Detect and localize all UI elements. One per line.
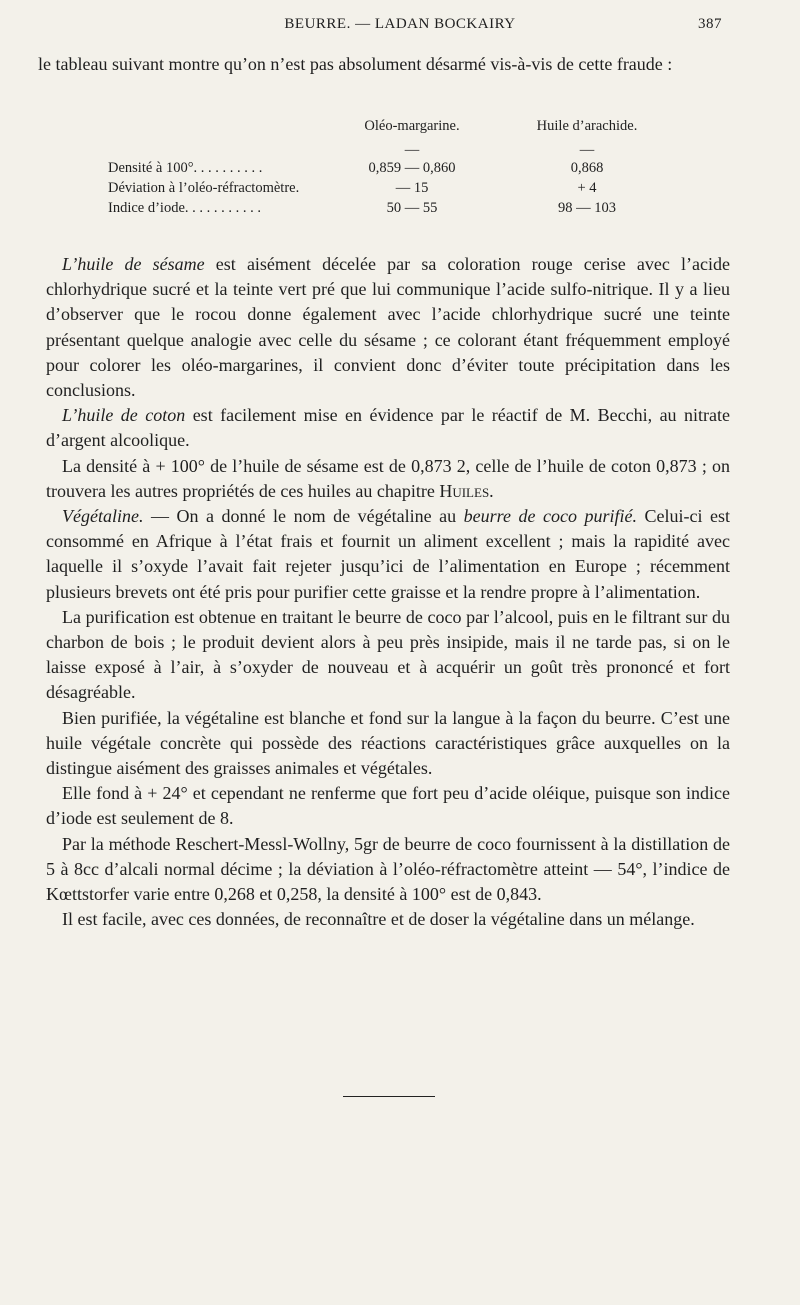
emphasis: L’huile de coton — [62, 405, 186, 426]
running-title: BEURRE. — LADAN BOCKAIRY — [284, 16, 516, 32]
emphasis: L’huile de sésame — [62, 254, 205, 274]
page-number: 387 — [698, 16, 722, 32]
row-label: Densité à 100°. . . . . . . . . . — [108, 160, 263, 176]
cell-oleo-margarine: 50 — 55 — [386, 200, 438, 216]
column-dash: — — [579, 142, 595, 158]
column-dash: — — [404, 142, 420, 158]
row-label: Déviation à l’oléo-réfractomètre. — [108, 180, 300, 196]
table-row — [108, 200, 668, 220]
paragraph-bien-purifiee: Bien purifiée, la végétaline est blanche et fond sur la langue à la façon du beurre. C’est une huile végétale concrète qui possède des réactions caractéristiques grâce auxquelles on la distingue aisément des graisses animales et végétales. — [46, 707, 730, 779]
paragraph-point-fusion: Elle fond à + 24° et cependant ne renferme que fort peu d’acide oléique, puisque son indice d’iode est seulement de 8. — [46, 783, 730, 829]
small-caps-reference: Huiles — [439, 480, 490, 501]
section-heading: Végétaline. — [62, 506, 144, 527]
lead-sentence: le tableau suivant montre qu’on n’est pas absolument désarmé vis-à-vis de cette fraude : — [38, 54, 673, 74]
emphasis: beurre de coco purifié. — [463, 506, 637, 527]
paragraph-densite: La densité à + 100° de l’huile de sésame est de 0,873 2, celle de l’huile de coton 0,873 ; on trouvera les autres propriétés de ces huiles au chapitre Huiles. — [46, 455, 730, 501]
paragraph-huile-sesame: L’huile de sésame est aisément décelée par sa coloration rouge cerise avec l’acide chlorhydrique sucré et la teinte vert pré que lui communique l’acide sulfo-nitrique. Il y a lieu d’observer que le rocou donne également avec l’acide chlorhydrique sucré une teinte présentant quelque analogie avec celle du sésame ; ce colorant étant fréquemment employé pour colorer les oléo-margarines, il convient donc d’éviter toute précipitation dans les conclusions. — [46, 254, 730, 401]
paragraph-huile-coton: L’huile de coton est facilement mise en évidence par le réactif de M. Becchi, au nitrate d’argent alcoolique. — [46, 405, 730, 451]
cell-oleo-margarine: — 15 — [395, 180, 429, 196]
column-header-oleo-margarine: Oléo-margarine. — [364, 118, 460, 134]
running-head — [0, 16, 800, 40]
section-end-rule — [343, 1096, 435, 1097]
table-row — [108, 180, 668, 200]
cell-huile-arachide: 98 — 103 — [558, 200, 616, 216]
paragraph-vegetaline: Végétaline. — On a donné le nom de végétaline au beurre de coco purifié. Celui-ci est consommé en Afrique à l’état frais et fournit un aliment excellent ; mais la rapidité avec laquelle il s’oxyde l’avait fait rejeter jusqu’ici de l’alimentation en Europe ; récemment plusieurs brevets ont été pris pour purifier cette graisse et la rendre propre à l’alimentation. — [46, 506, 730, 602]
cell-huile-arachide: + 4 — [577, 180, 597, 196]
paragraph-conclusion: Il est facile, avec ces données, de reconnaître et de doser la végétaline dans un mélange. — [62, 909, 695, 930]
table-row — [108, 160, 668, 180]
paragraph-purification: La purification est obtenue en traitant le beurre de coco par l’alcool, puis en le filtrant sur du charbon de bois ; le produit devient alors à peu près insipide, mais il ne tarde pas, si on le laisse exposé à l’air, à s’oxyder de nouveau et à acquérir un goût très prononcé et fort désagréable. — [46, 606, 730, 703]
cell-huile-arachide: 0,868 — [570, 160, 604, 176]
column-header-huile-arachide: Huile d’arachide. — [536, 118, 638, 134]
paragraph-methode: Par la méthode Reschert-Messl-Wollny, 5gr de beurre de coco fournissent à la distillation de 5 à 8cc d’alcali normal décime ; la déviation à l’oléo-réfractomètre atteint — 54°, l’indice de Kœttstorfer varie entre 0,268 et 0,258, la densité à 100° est de 0,843. — [46, 833, 730, 905]
cell-oleo-margarine: 0,859 — 0,860 — [368, 160, 456, 176]
body-text — [46, 252, 730, 932]
row-label: Indice d’iode. . . . . . . . . . . — [108, 200, 262, 216]
